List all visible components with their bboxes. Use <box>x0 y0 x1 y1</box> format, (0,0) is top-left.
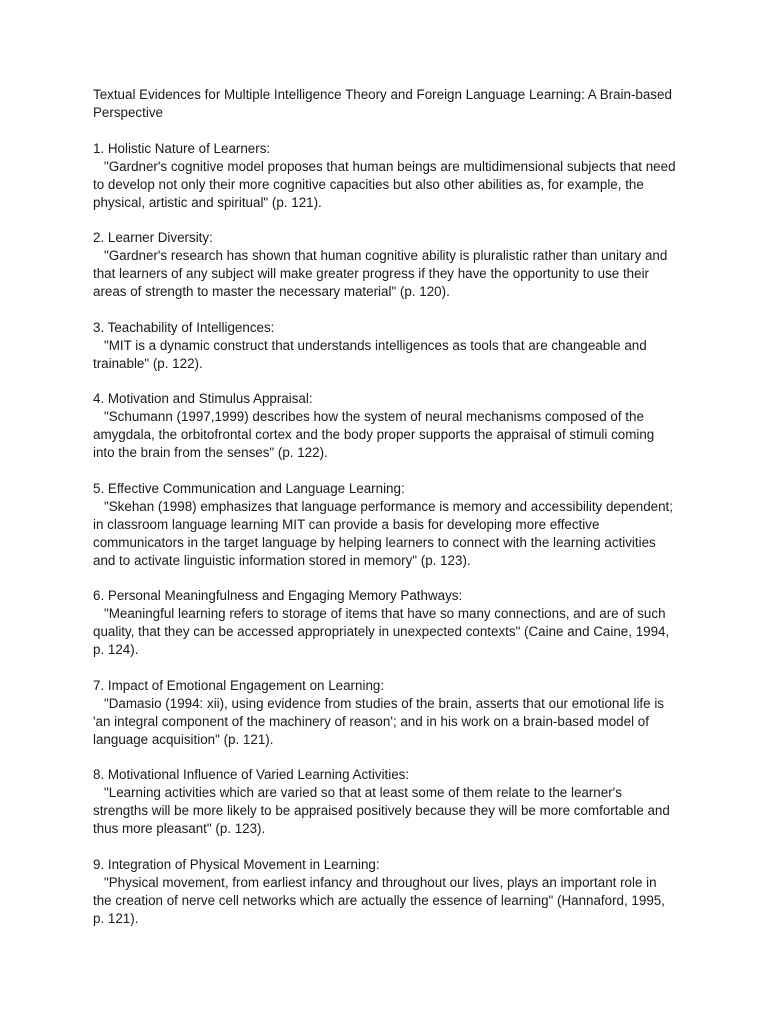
section-heading: 8. Motivational Influence of Varied Learning Activities: <box>93 767 410 783</box>
section-9 <box>93 856 677 928</box>
section-3 <box>93 319 677 373</box>
document-title: Textual Evidences for Multiple Intelligence Theory and Foreign Language Learning: A Brain-based Perspective <box>93 87 672 120</box>
section-quote: "Skehan (1998) emphasizes that language performance is memory and accessibility dependent; in classroom language learning MIT can provide a basis for developing more effective communicators in the target language by helping learners to connect with the learning activities and to activate linguistic information stored in memory" (p. 123). <box>93 498 673 568</box>
section-heading: 7. Impact of Emotional Engagement on Learning: <box>93 677 385 693</box>
section-quote: "Meaningful learning refers to storage of items that have so many connections, and are of such quality, that they can be accessed appropriately in unexpected contexts" (Caine and Caine, 1994, p. 124). <box>93 606 670 658</box>
section-heading: 1. Holistic Nature of Learners: <box>93 140 271 156</box>
section-heading: 6. Personal Meaningfulness and Engaging Memory Pathways: <box>93 588 463 604</box>
section-quote: "Gardner's cognitive model proposes that human beings are multidimensional subjects that need to develop not only their more cognitive capacities but also other abilities as, for example, the physical, artistic and spiritual" (p. 121). <box>93 158 676 210</box>
section-quote: "MIT is a dynamic construct that understands intelligences as tools that are changeable and trainable" (p. 122). <box>93 337 647 371</box>
section-heading: 9. Integration of Physical Movement in Learning: <box>93 856 380 872</box>
section-5 <box>93 480 677 570</box>
section-heading: 4. Motivation and Stimulus Appraisal: <box>93 391 313 407</box>
section-6 <box>93 587 677 659</box>
section-heading: 3. Teachability of Intelligences: <box>93 319 275 335</box>
section-2 <box>93 229 677 301</box>
section-quote: "Schumann (1997,1999) describes how the system of neural mechanisms composed of the amygdala, the orbitofrontal cortex and the body proper supports the appraisal of stimuli coming into the brain from the senses" (p. 122). <box>93 409 655 461</box>
section-quote: "Damasio (1994: xii), using evidence from studies of the brain, asserts that our emotional life is 'an integral component of the machinery of reason'; and in his work on a brain-based model of language acquisition" (p. 121). <box>93 695 664 747</box>
document-page <box>93 86 677 945</box>
section-quote: "Physical movement, from earliest infancy and throughout our lives, plays an important role in the creation of nerve cell networks which are actually the essence of learning" (Hannaford, 1995, p. 121). <box>93 874 665 926</box>
section-heading: 5. Effective Communication and Language Learning: <box>93 480 405 496</box>
section-4 <box>93 390 677 462</box>
section-quote: "Gardner's research has shown that human cognitive ability is pluralistic rather than unitary and that learners of any subject will make greater progress if they have the opportunity to use their areas of strength to master the necessary material" (p. 120). <box>93 248 668 300</box>
section-8 <box>93 766 677 838</box>
section-1 <box>93 140 677 212</box>
section-heading: 2. Learner Diversity: <box>93 230 213 246</box>
section-quote: "Learning activities which are varied so that at least some of them relate to the learner's strengths will be more likely to be appraised positively because they will be more comfortable and thus more pleasant" (p. 123). <box>93 785 670 837</box>
section-7 <box>93 677 677 749</box>
